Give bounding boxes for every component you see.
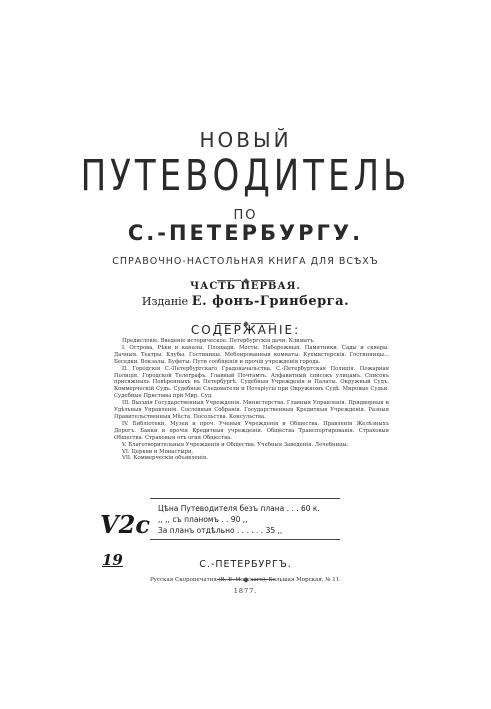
contents-entry: II. Городскія С.-Петербургскаго Градоначальства. С.-Петербургская Полиція. Пожарная Полиція. Городской Телеграфъ. Главный Почтамтъ. Алфавитный списокъ улицамъ. Списокъ присяжныхъ Повѣренныхъ въ Петербургѣ. Судебныя Учрежденія и Палаты. Окружный Судъ. Коммерческій Судъ. Судебные Следователи и Нотаріусы при Окружномъ Судѣ. Мировые Судьи. Судебные Приставы при Мир. Суд. (114, 365, 389, 400)
price-dots: . . . (286, 504, 299, 513)
handwritten-shelfmark: V2c (100, 510, 150, 539)
price-line (158, 504, 358, 513)
contents-list (114, 338, 389, 462)
subtitle: СПРАВОЧНО-НАСТОЛЬНАЯ КНИГА ДЛЯ ВСѢХЪ (112, 256, 379, 267)
contents-entry: I. Острова, Рѣки и каналы. Площади. Мосты. Набережныя. Памятники. Сады и скверы. Дачныя. Театры. Клубы. Гостиницы. Меблированныя комнаты. Кухмистерскія. Гостинницы... Беседки. Вокзалы. Буфеты. Пути сообщенія и прочія учрежденія города. (114, 344, 389, 365)
price-value: 90 ,, (230, 515, 248, 524)
contents-entry: IV. Библіотеки, Музеи и проч. Ученыя Учрежденія и Общества. Правленія Желѣзныхъ Дорогъ. Банки и прочія Кредитныя учрежденія. Общества Транспортированія. Страховыя Общества. Страховыя отъ огня Общества. (114, 420, 389, 441)
price-rule-top (150, 498, 340, 499)
title-word-guide: ПУТЕВОДИТЕЛЬ (80, 151, 411, 201)
price-value: 35 ,, (265, 526, 283, 535)
price-value: 60 к. (300, 504, 320, 513)
contents-heading: СОДЕРЖАНІЕ: (190, 323, 301, 337)
edition-prefix: Изданіе (141, 295, 189, 308)
price-line (158, 526, 358, 535)
edition-line (0, 294, 491, 309)
contents-entry: V. Благотворительныя Учрежденія и Общества. Учебныя Заведенія. Лечебницы. (122, 441, 349, 448)
contents-entry: III. Высшія Государственныя Учрежденія. Министерства. Главныя Управленія. Придворныя и Удѣльныя Управленія. Сословныя Собранія. Государственныя Кредитныя Учрежденія. Разныя Правительственныя Мѣста. Посольства. Консульства. (114, 400, 389, 420)
price-rule-bottom (150, 539, 340, 540)
contents-entry: VI. Церкви и Монастыри. (122, 448, 194, 455)
price-line (158, 515, 358, 524)
price-dots: съ планомъ . . (172, 515, 229, 524)
imprint-city: С.-ПЕТЕРБУРГЪ. (199, 559, 292, 570)
contents-entry: Предисловіе. Введеніе историческое. Петербургскія дачи. Климатъ. (122, 338, 315, 344)
price-label: Цѣна Путеводителя безъ плана (158, 504, 285, 513)
title-word-po: ПО (233, 208, 258, 223)
ornament-divider (0, 313, 491, 321)
edition-publisher: Е. фонъ-Гринберга. (191, 294, 350, 309)
part-label: ЧАСТЬ ПЕРВАЯ. (190, 281, 301, 292)
ornament-divider (0, 569, 491, 577)
title-word-new: НОВЫЙ (199, 128, 292, 152)
imprint-printer: Русская Скоропечатня (В. Е. Ильскаго), Большая Морская, № 11. (149, 577, 342, 583)
contents-entry: VII. Коммерческія объявленія. (122, 455, 208, 462)
price-dots: . . . . . . (236, 526, 264, 535)
ornament-divider (0, 270, 491, 278)
title-city: С.-ПЕТЕРБУРГУ. (127, 221, 364, 245)
imprint-year: 1877. (233, 587, 258, 595)
handwritten-number: 19 (102, 551, 123, 569)
price-label: За планъ отдѣльно (158, 526, 235, 535)
price-label: ,, ,, (158, 515, 170, 524)
